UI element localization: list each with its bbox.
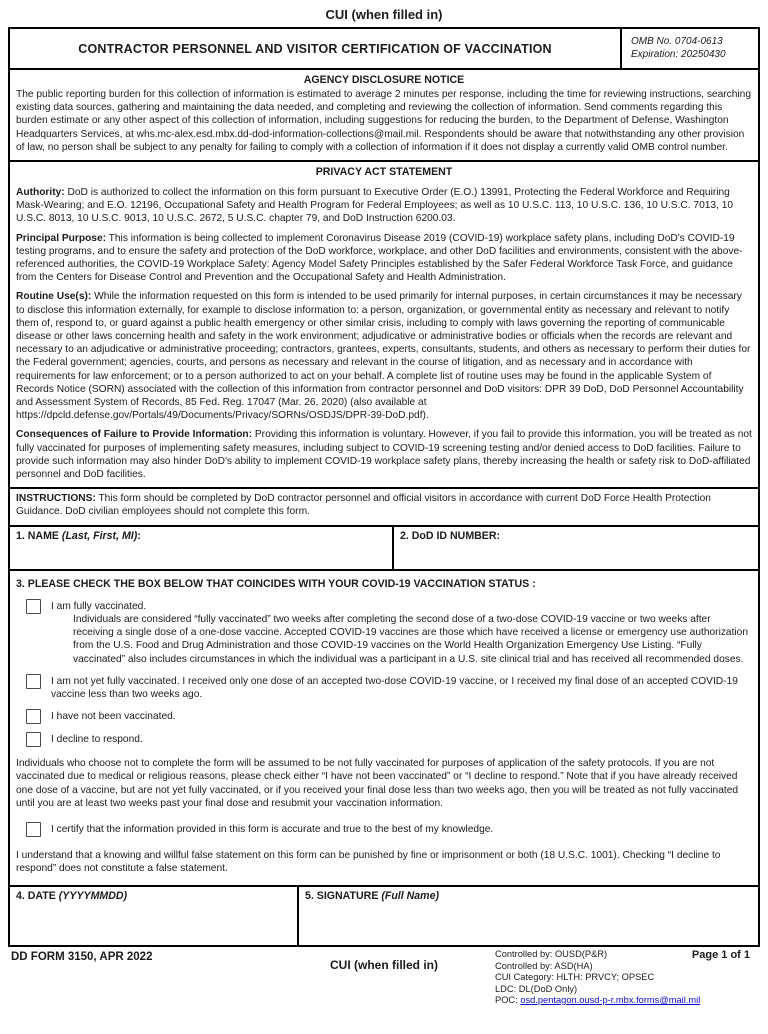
privacy-act-heading: PRIVACY ACT STATEMENT (315, 166, 453, 179)
option-fully-vaccinated (26, 599, 752, 666)
signature-field-label: 5. SIGNATURE (305, 890, 382, 903)
name-input-area[interactable] (16, 542, 386, 556)
agency-disclosure-text: The public reporting burden for this collection of information is estimated to average 2 minutes per response, including the time for reviewing instructions, searching existing data sources, gathering and maintaining the data needed, and completing and reviewing the collection of information. Send comments regarding this burden estimate or any other aspect of this collection of information, including suggestions for reducing the burden, to the Department of Defense, Washington Headquarters Services, at whs.mc-alex.esd.mbx.dd-dod-information-collections@mail.mil. Respondents should be aware that notwithstanding any other provision of law, no person shall be subject to any penalty for failing to comply with a collection of information if it does not display a currently valid OMB control number. (16, 89, 752, 153)
poc-label: POC: (495, 994, 521, 1005)
not-complete-note: Individuals who choose not to complete the form will be assumed to be not fully vaccinated for purposes of application of the safety protocols. If you are not vaccinated due to medical or religious reasons, please check either “I have not been vaccinated” or “I decline to respond.” Note that if you have already received one dose of a vaccine, but are not yet fully vaccinated, or if you received your final dose less than two weeks ago, then you will be treated as not fully vaccinated until you are at least two weeks past your final dose and resubmit your vaccination information. (16, 758, 739, 809)
certify-label: I certify that the information provided in this form is accurate and true to the best of my knowledge. (51, 823, 494, 835)
form-body (8, 27, 760, 947)
false-statement-acknowledgement: I understand that a knowing and willful false statement on this form can be punished by fine or imprisonment or both (18 U.S.C. 1001). Checking “I decline to respond” does not constitute a false statement. (16, 849, 721, 875)
date-field (10, 887, 297, 945)
poc-line (495, 995, 700, 1006)
agency-disclosure-heading: AGENCY DISCLOSURE NOTICE (303, 74, 465, 86)
signature-field (297, 887, 758, 945)
name-field-label: 1. NAME (16, 529, 62, 542)
cui-category: CUI Category: HLTH: PRVCY; OPSEC (495, 972, 655, 983)
name-id-row (10, 527, 758, 571)
form-footer (8, 947, 760, 1009)
decline-to-respond-label: I decline to respond. (51, 734, 143, 746)
omb-box (620, 29, 758, 68)
dod-id-input-area[interactable] (400, 542, 752, 556)
vaccination-status-heading: 3. PLEASE CHECK THE BOX BELOW THAT COINCIDES WITH YOUR COVID-19 VACCINATION STATUS : (16, 577, 536, 590)
date-field-sublabel: (YYYYMMDD) (58, 890, 128, 903)
decline-to-respond-checkbox[interactable] (26, 732, 41, 747)
privacy-consequences-text: Providing this information is voluntary. However, if you fail to provide this information, you will be treated as not fully vaccinated for purposes of implementing safety measures, including subject to COVID-19 screening testing and/or denied access to DoD facilities. Failure to provide such information may also hinder DoD's ability to implement COVID-19 workplace safety plans, thereby increasing the health or safety risk to DoD-affiliated personnel and DoD facilities. (16, 429, 752, 481)
signature-input-area[interactable] (305, 902, 752, 916)
form-title: CONTRACTOR PERSONNEL AND VISITOR CERTIFICATION OF VACCINATION (78, 41, 552, 56)
privacy-consequences-label: Consequences of Failure to Provide Information: (16, 429, 253, 441)
date-input-area[interactable] (16, 902, 291, 916)
privacy-consequences-paragraph (16, 428, 752, 481)
instructions-label: INSTRUCTIONS: (16, 493, 96, 505)
instructions-section (10, 489, 758, 526)
omb-number: OMB No. 0704-0613 (631, 36, 723, 47)
privacy-authority-label: Authority: (16, 187, 65, 199)
fully-vaccinated-description: Individuals are considered “fully vaccinated” two weeks after completing the second dose of a two-dose COVID-19 vaccine or two weeks after receiving a single dose of a one-dose vaccine. Accepted COVID-19 vaccines are those which have received a license or emergency use authorization from the U.S. Food and Drug Administration and those COVID-19 vaccines on the World Health Organization Emergency Use Listing. “Fully vaccinated” also includes circumstances in which the individual was a participant in a U.S. site clinical trial and has received all recommended doses. (73, 613, 749, 665)
fully-vaccinated-label: I am fully vaccinated. (51, 600, 147, 612)
privacy-purpose-label: Principal Purpose: (16, 232, 107, 244)
ldc-line: LDC: DL(DoD Only) (495, 983, 578, 994)
fully-vaccinated-checkbox[interactable] (26, 599, 41, 614)
privacy-routine-use-label: Routine Use(s): (16, 291, 92, 303)
poc-email-link[interactable]: osd.pentagon.ousd-p-r.mbx.forms@mail.mil (520, 994, 701, 1005)
title-row (10, 29, 758, 70)
dod-id-field (392, 527, 758, 569)
name-field-sublabel: (Last, First, MI) (61, 529, 138, 542)
signature-field-sublabel: (Full Name) (381, 890, 440, 903)
instructions-paragraph (16, 492, 752, 518)
controlled-by-1: Controlled by: OUSD(P&R) (495, 949, 608, 960)
agency-disclosure-section (10, 70, 758, 162)
control-block (495, 949, 700, 1006)
date-signature-row (10, 887, 758, 945)
name-field-colon: : (137, 529, 141, 542)
option-decline-to-respond (26, 732, 752, 747)
option-not-yet-fully-vaccinated (26, 674, 752, 701)
privacy-authority-text: DoD is authorized to collect the information on this form pursuant to Executive Order (E.O.) 13991, Protecting the Federal Workforce and Requiring Mask-Wearing; and E.O. 12196, Occupational Safety and Health Program for Federal Employees; as well as 10 U.S.C. 113, 10 U.S.C. 136, 10 U.S.C. 7013, 10 U.S.C. 8013, 10 U.S.C. 9013, 10 U.S.C. 2672, 5 U.S.C. chapter 79, and DoD Instruction 6200.03. (16, 187, 734, 225)
privacy-routine-use-text: While the information requested on this form is intended to be used primarily for internal purposes, in certain circumstances it may be necessary to disclose this information externally, for example to disclose information to: a person, organization, or governmental entity as necessary and relevant to notify them of, respond to, or guard against a public health emergency or other similar crisis, including to comply with laws governing the reporting of communicable disease or other laws concerning health and safety in the work environment; adjudicative or administrative bodies or officials when the records are relevant and necessary to an adjudicative or administrative proceeding; contractors, grantees, experts, consultants, students, and others as necessary to perform their duties for the Federal government; agencies, courts, and persons as necessary and relevant in the course of litigation, and as necessary and in accordance with requirements for law enforcement; or to a person authorized to act on your behalf. A complete list of routine uses may be found in the applicable System of Records Notice (SORN) associated with the collection of this information from contractor personnel and DoD visitors: DPR 39 DoD, DoD Personnel Accountability and Assessment System of Records, 85 Fed. Reg. 17047 (Mar. 26, 2020) (also available at https://dpcld.defense.gov/Portals/49/Documents/Privacy/SORNs/OSDJS/DPR-39-DoD.pdf). (16, 291, 751, 422)
privacy-routine-use-paragraph (16, 290, 752, 422)
option-not-vaccinated (26, 709, 752, 724)
privacy-purpose-paragraph (16, 232, 752, 285)
form-number: DD FORM 3150, APR 2022 (11, 951, 153, 964)
not-yet-fully-vaccinated-checkbox[interactable] (26, 674, 41, 689)
not-vaccinated-label: I have not been vaccinated. (51, 711, 176, 723)
cui-top-banner: CUI (when filled in) (325, 7, 443, 22)
option-certify (26, 822, 752, 837)
privacy-purpose-text: This information is being collected to implement Coronavirus Disease 2019 (COVID-19) workplace safety plans, including DoD's COVID-19 testing programs, and to ensure the safety and protection of the DoD workforce, workplace, and other DoD facilities and environments, consistent with the above-referenced authorities, the COVID-19 Workplace Safety: Agency Model Safety Principles established by the Safer Federal Workforce Task Force, and guidance from the Centers for Disease Control and Prevention and the Occupational Safety and Health Administration. (16, 232, 743, 284)
not-yet-fully-vaccinated-label: I am not yet fully vaccinated. I received only one dose of an accepted two-dose COVID-19 vaccine, or I received my final dose of an accepted COVID-19 vaccine less than two weeks ago. (51, 675, 738, 700)
vaccination-status-section (10, 571, 758, 888)
not-vaccinated-checkbox[interactable] (26, 709, 41, 724)
instructions-text: This form should be completed by DoD contractor personnel and official visitors in accordance with current DoD Force Health Protection Guidance. DoD civilian employees should not complete this form. (16, 493, 711, 518)
omb-expiration: Expiration: 20250430 (631, 49, 726, 60)
privacy-authority-paragraph (16, 186, 752, 226)
dod-id-field-label: 2. DoD ID NUMBER: (400, 529, 501, 542)
date-field-label: 4. DATE (16, 890, 59, 903)
privacy-act-section (10, 162, 758, 489)
controlled-by-2: Controlled by: ASD(HA) (495, 960, 593, 971)
name-field (10, 527, 392, 569)
cui-bottom-banner: CUI (when filled in) (330, 958, 438, 973)
certify-checkbox[interactable] (26, 822, 41, 837)
page-info: Page 1 of 1 (691, 949, 750, 962)
